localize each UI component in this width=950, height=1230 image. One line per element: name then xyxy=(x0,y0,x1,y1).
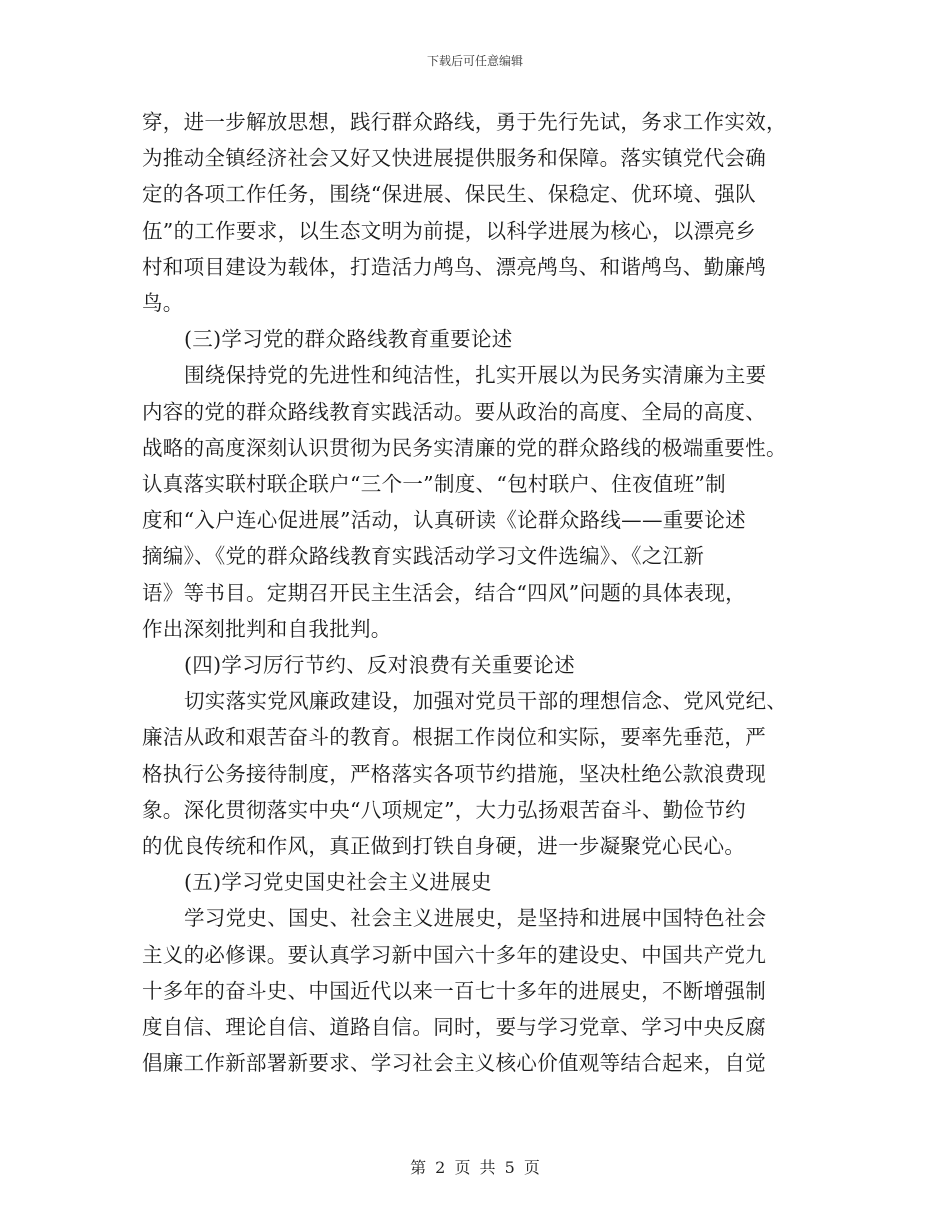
text-line: 穿，进一步解放思想，践行群众路线，勇于先行先试，务求工作实效， xyxy=(142,110,787,134)
page-number: 第 2 页 共 5 页 xyxy=(410,1158,540,1177)
text-line: 语》等书目。定期召开民主生活会，结合“四风”问题的具体表现， xyxy=(142,580,746,605)
text-line: 摘编》、《党的群众路线教育实践活动学习文件选编》、《之江新 xyxy=(142,544,705,569)
text-line: 作出深刻批判和自我批判。 xyxy=(142,616,392,641)
document-body xyxy=(142,104,814,1081)
section-heading: (五)学习党史国史社会主义进展史 xyxy=(184,870,492,895)
text-line: 主义的必修课。要认真学习新中国六十多年的建设史、中国共产党九 xyxy=(142,942,766,967)
paragraph-start: 围绕保持党的先进性和纯洁性，扎实开展以为民务实清廉为主要 xyxy=(184,363,767,388)
text-line: 鸟。 xyxy=(142,291,184,316)
text-line: 的优良传统和作风，真正做到打铁自身硬，进一步凝聚党心民心。 xyxy=(142,834,746,859)
text-line: 定的各项工作任务，围绕“保进展、保民生、保稳定、优环境、强队 xyxy=(142,182,756,207)
section-heading: (四)学习厉行节约、反对浪费有关重要论述 xyxy=(184,653,575,678)
text-line: 认真落实联村联企联户“三个一”制度、“包村联户、住夜值班”制 xyxy=(142,472,726,497)
text-line: 伍”的工作要求，以生态文明为前提，以科学进展为核心，以漂亮乡 xyxy=(142,218,756,243)
text-line: 度和“入户连心促进展”活动，认真研读《论群众路线——重要论述 xyxy=(142,508,746,533)
text-line: 廉洁从政和艰苦奋斗的教育。根据工作岗位和实际，要率先垂范，严 xyxy=(142,725,766,750)
text-line: 战略的高度深刻认识贯彻为民务实清廉的党的群众路线的极端重要性。 xyxy=(142,435,787,460)
text-line: 度自信、理论自信、道路自信。同时，要与学习党章、学习中央反腐 xyxy=(142,1015,766,1040)
page-header: 下载后可任意编辑 xyxy=(426,54,523,68)
text-line: 为推动全镇经济社会又好又快进展提供服务和保障。落实镇党代会确 xyxy=(142,146,766,171)
paragraph-start: 学习党史、国史、社会主义进展史，是坚持和进展中国特色社会 xyxy=(184,906,767,931)
text-line: 象。深化贯彻落实中央“八项规定”，大力弘扬艰苦奋斗、勤俭节约 xyxy=(142,797,746,822)
text-line: 内容的党的群众路线教育实践活动。要从政治的高度、全局的高度、 xyxy=(142,399,766,424)
section-heading: (三)学习党的群众路线教育重要论述 xyxy=(184,327,513,352)
text-line: 十多年的奋斗史、中国近代以来一百七十多年的进展史，不断增强制 xyxy=(142,978,766,1003)
text-line: 倡廉工作新部署新要求、学习社会主义核心价值观等结合起来，自觉 xyxy=(142,1051,766,1076)
text-line: 格执行公务接待制度，严格落实各项节约措施，坚决杜绝公款浪费现 xyxy=(142,761,766,786)
paragraph-start: 切实落实党风廉政建设，加强对党员干部的理想信念、党风党纪、 xyxy=(184,689,788,714)
text-line: 村和项目建设为载体，打造活力鸬鸟、漂亮鸬鸟、和谐鸬鸟、勤廉鸬 xyxy=(142,254,766,279)
